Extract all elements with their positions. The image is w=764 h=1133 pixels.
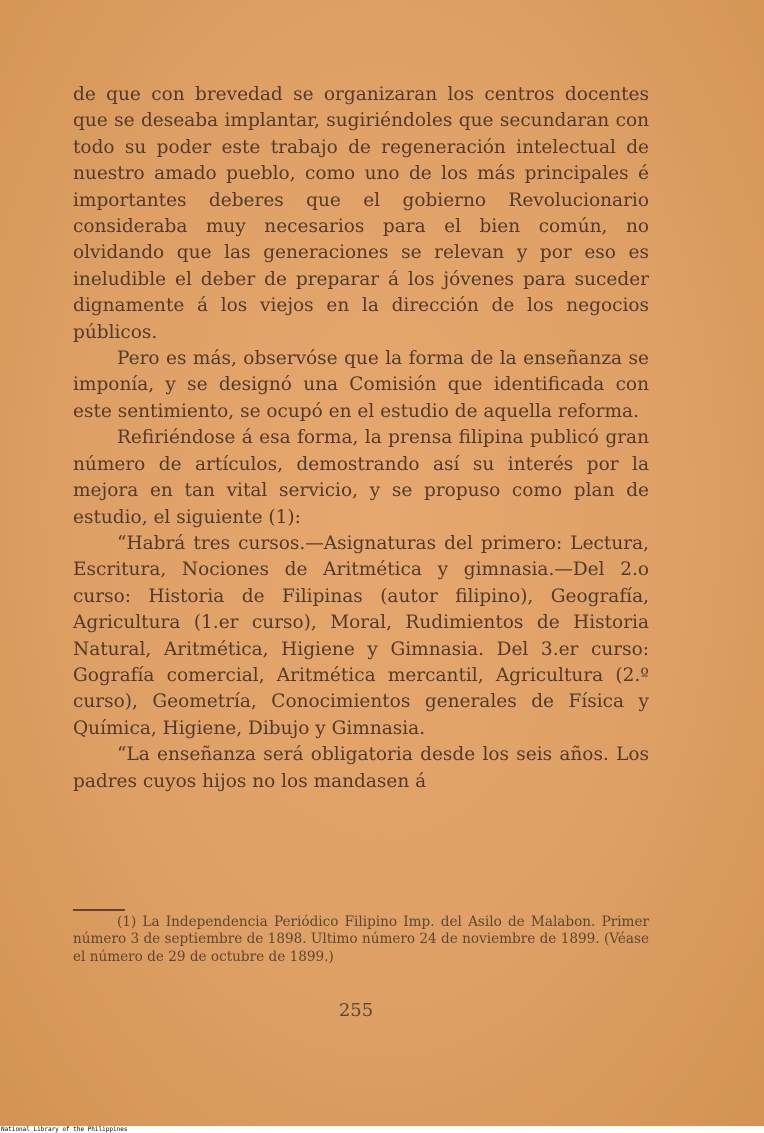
footnote: (1) La Independencia Periódico Filipino Imp. del Asilo de Malabon. Primer número 3 de septiembre de 1898. Ultimo número 24 de noviembre de 1899. (Véase el número de 29 de octubre de 1899.): [73, 914, 649, 965]
paragraph: “La enseñanza será obligatoria desde los seis años. Los padres cuyos hijos no los mandasen á: [73, 744, 649, 792]
paragraph: “Habrá tres cursos.—Asignaturas del primero: Lectura, Escritura, Nociones de Aritmética y gimnasia.—Del 2.o curso: Historia de Filipinas (autor filipino), Geografía, Agricultura (1.er curso), Moral, Rudimientos de Historia Natural, Aritmética, Higiene y Gimnasia. Del 3.er curso: Gografía comercial, Aritmética mercantil, Agricultura (2.º curso), Geometría, Conocimientos generales de Física y Química, Higiene, Dibujo y Gimnasia.: [73, 532, 649, 739]
paragraph: Refiriéndose á esa forma, la prensa filipina publicó gran número de artículos, demostrando así su interés por la mejora en tan vital servicio, y se propuso como plan de estudio, el siguiente (1):: [73, 427, 649, 528]
body-text: [73, 82, 649, 795]
footnote-divider: [73, 909, 125, 911]
paragraph: de que con brevedad se organizaran los centros docentes que se deseaba implantar, sugiriéndoles que secundaran con todo su poder este trabajo de regeneración intelectual de nuestro amado pueblo, como uno de los más principales é importantes deberes que el gobierno Revolucionario consideraba muy necesarios para el bien común, no olvidando que las generaciones se relevan y por eso es ineludible el deber de preparar á los jóvenes para suceder dignamente á los viejos en la dirección de los negocios públicos.: [73, 84, 649, 343]
library-credit: National Library of the Philippines: [1, 1126, 128, 1133]
page-number: 255: [338, 1000, 374, 1021]
paragraph: Pero es más, observóse que la forma de la enseñanza se imponía, y se designó una Comisión que identificada con este sentimiento, se ocupó en el estudio de aquella reforma.: [73, 348, 649, 422]
